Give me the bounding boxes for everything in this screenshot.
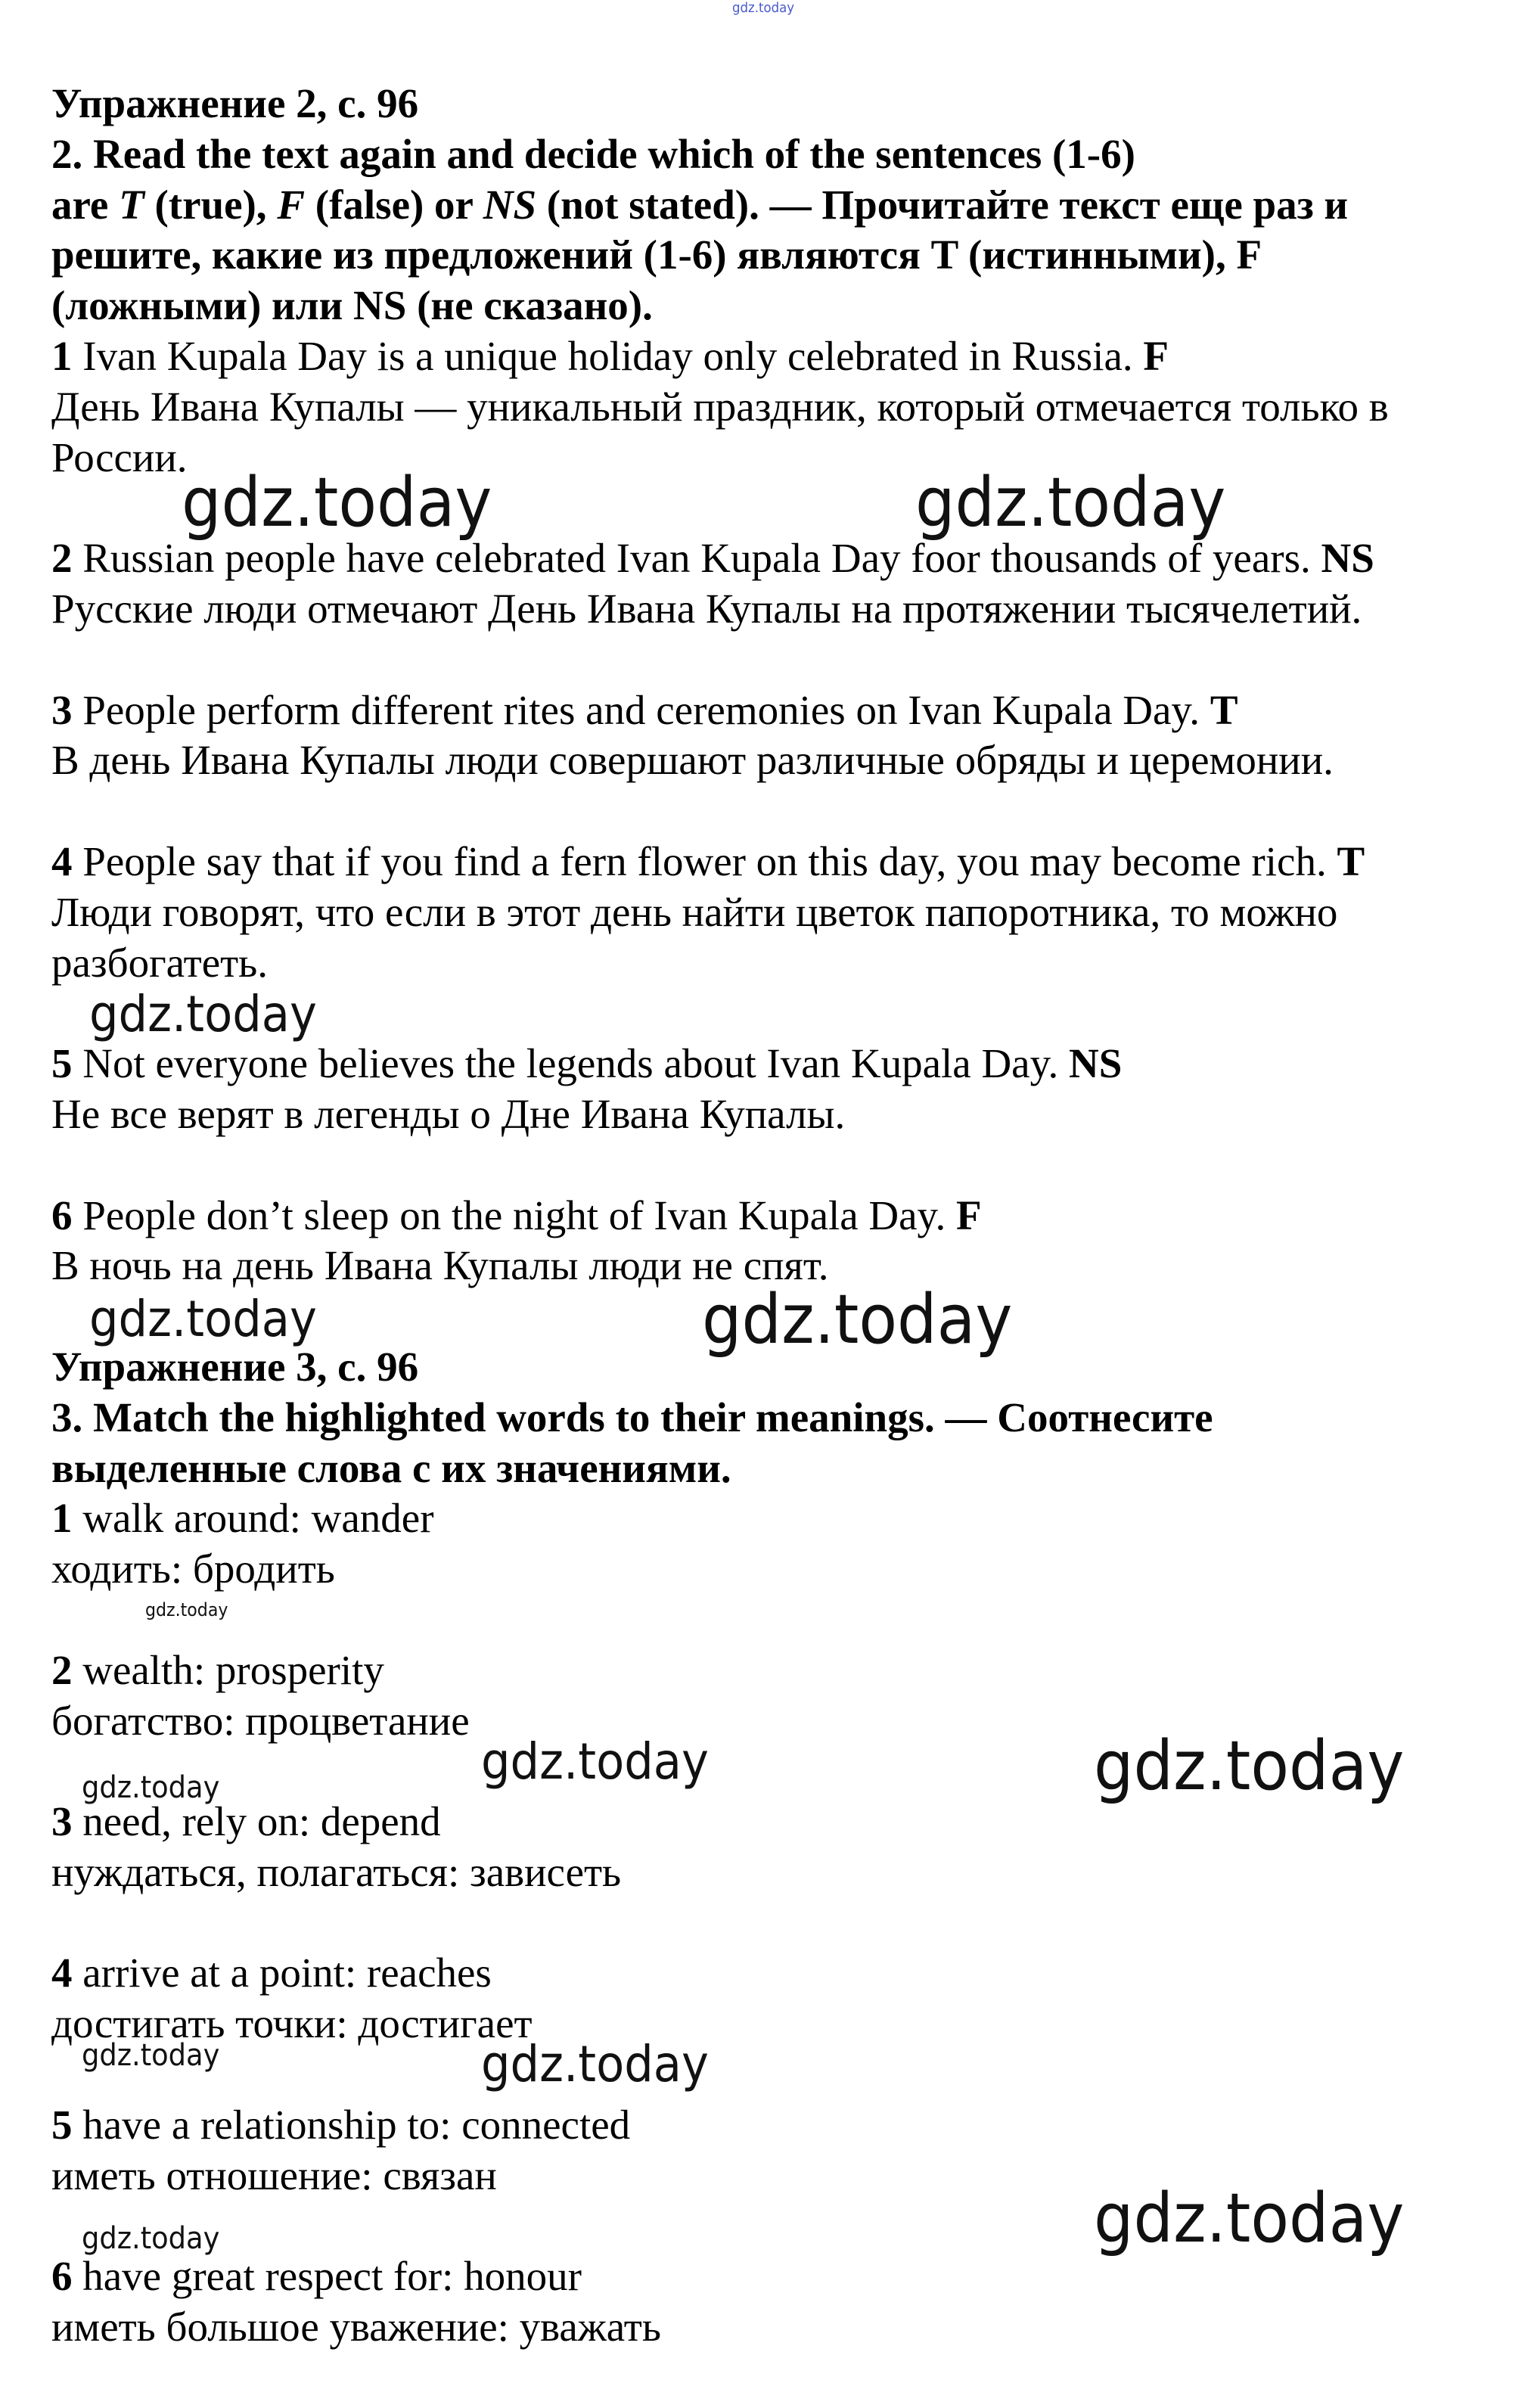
item-translation: В день Ивана Купалы люди совершают различные обряды и церемонии.: [51, 737, 1334, 784]
item-text: have great respect for: honour: [72, 2253, 582, 2300]
item-translation: нуждаться, полагаться: зависеть: [51, 1848, 622, 1895]
item-en: [51, 1039, 1519, 1089]
exercise-3-instruction: [51, 1393, 1519, 1443]
item-sentence: People say that if you find a fern flower on this day, you may become rich.: [72, 837, 1337, 884]
item-number: 3: [51, 686, 73, 733]
item-number: 1: [51, 332, 73, 379]
instruction-text: выделенные слова с их значениями.: [51, 1444, 731, 1491]
watermark: gdz.today: [145, 1599, 228, 1620]
item-number: 5: [51, 1040, 73, 1087]
item-en: [51, 1493, 1519, 1544]
item-en: [51, 2100, 1519, 2151]
item-text: walk around: wander: [72, 1495, 434, 1542]
exercise-2-heading: [51, 79, 1519, 129]
item-translation: ходить: бродить: [51, 1546, 335, 1592]
exercise-2-instruction: [51, 281, 1519, 331]
item-answer: F: [1143, 332, 1169, 379]
item-sentence: Russian people have celebrated Ivan Kupala Day foor thousands of years.: [72, 535, 1321, 582]
heading-text: Упражнение 2, с. 96: [51, 80, 419, 126]
item-text: wealth: prosperity: [72, 1646, 384, 1693]
heading-text: Упражнение 3, с. 96: [51, 1343, 419, 1390]
item-en: [51, 685, 1519, 736]
item-sentence: Ivan Kupala Day is a unique holiday only celebrated in Russia.: [72, 332, 1144, 379]
item-translation: Люди говорят, что если в этот день найти цветок папоротника, то можно: [51, 888, 1338, 935]
exercise-2-instruction: [51, 230, 1519, 281]
item-answer: NS: [1321, 535, 1374, 582]
item-answer: NS: [1069, 1040, 1123, 1087]
item-text: need, rely on: depend: [72, 1798, 441, 1845]
item-en: [51, 837, 1519, 887]
instruction-text: 3. Match the highlighted words to their meanings. — Соотнесите: [51, 1394, 1213, 1440]
instruction-text: T: [119, 181, 144, 228]
item-number: 1: [51, 1495, 73, 1542]
item-answer: T: [1210, 686, 1238, 733]
instruction-text: (true),: [144, 181, 278, 228]
item-answer: F: [955, 1192, 982, 1238]
instruction-text: are: [51, 181, 120, 228]
item-sentence: People perform different rites and ceremonies on Ivan Kupala Day.: [72, 686, 1210, 733]
watermark: gdz.today: [481, 2035, 709, 2093]
item-number: 4: [51, 1950, 73, 1996]
instruction-text: NS: [483, 181, 537, 228]
watermark: gdz.today: [89, 1290, 317, 1348]
item-translation: иметь отношение: связан: [51, 2152, 497, 2198]
item-en: [51, 331, 1519, 382]
item-sentence: People don’t sleep on the night of Ivan Kupala Day.: [72, 1192, 956, 1238]
watermark: gdz.today: [82, 2038, 220, 2073]
item-sentence: Not everyone believes the legends about Ivan Kupala Day.: [72, 1040, 1070, 1087]
exercise-2-instruction: [51, 180, 1519, 231]
watermark: gdz.today: [1094, 2179, 1405, 2258]
item-translation: В ночь на день Ивана Купалы люди не спят.: [51, 1242, 829, 1289]
watermark: gdz.today: [915, 463, 1226, 542]
item-text: arrive at a point: reaches: [72, 1950, 492, 1996]
item-translation: День Ивана Купалы — уникальный праздник, который отмечается только в: [51, 383, 1389, 430]
item-translation: иметь большое уважение: уважать: [51, 2304, 661, 2351]
instruction-text: (false) or: [305, 181, 483, 228]
instruction-text: F: [277, 181, 305, 228]
watermark: gdz.today: [702, 1280, 1013, 1359]
item-answer: T: [1337, 837, 1365, 884]
instruction-text: (not stated). — Прочитайте текст еще раз и: [536, 181, 1349, 228]
watermark: gdz.today: [82, 2221, 220, 2256]
item-number: 2: [51, 535, 73, 582]
item-translation: богатство: процветание: [51, 1697, 470, 1744]
item-number: 6: [51, 2253, 73, 2300]
item-translation: достигать точки: достигает: [51, 2000, 533, 2047]
item-number: 3: [51, 1798, 73, 1845]
item-translation: Не все верят в легенды о Дне Ивана Купалы.: [51, 1090, 846, 1137]
item-number: 5: [51, 2101, 73, 2148]
instruction-text: (ложными) или NS (не сказано).: [51, 282, 653, 329]
watermark: gdz.today: [732, 0, 795, 16]
item-text: have a relationship to: connected: [72, 2101, 631, 2148]
item-number: 2: [51, 1646, 73, 1693]
watermark: gdz.today: [89, 985, 317, 1043]
exercise-2-instruction: [51, 129, 1519, 180]
item-en: [51, 1645, 1519, 1696]
item-en: [51, 1948, 1519, 1999]
exercise-3-instruction: [51, 1443, 1519, 1494]
instruction-text: 2. Read the text again and decide which of the sentences (1-6): [51, 130, 1135, 177]
item-translation: разбогатеть.: [51, 939, 268, 986]
item-en: [51, 1191, 1519, 1241]
item-translation: Русские люди отмечают День Ивана Купалы на протяжении тысячелетий.: [51, 585, 1362, 632]
document: [51, 79, 1519, 2353]
item-en: [51, 2251, 1519, 2302]
watermark: gdz.today: [82, 1770, 220, 1805]
item-number: 4: [51, 837, 73, 884]
watermark: gdz.today: [182, 463, 492, 542]
item-number: 6: [51, 1192, 73, 1238]
watermark: gdz.today: [481, 1732, 709, 1791]
instruction-text: решите, какие из предложений (1-6) являются T (истинными), F: [51, 231, 1262, 278]
watermark: gdz.today: [1094, 1726, 1405, 1806]
item-translation: России.: [51, 433, 188, 480]
